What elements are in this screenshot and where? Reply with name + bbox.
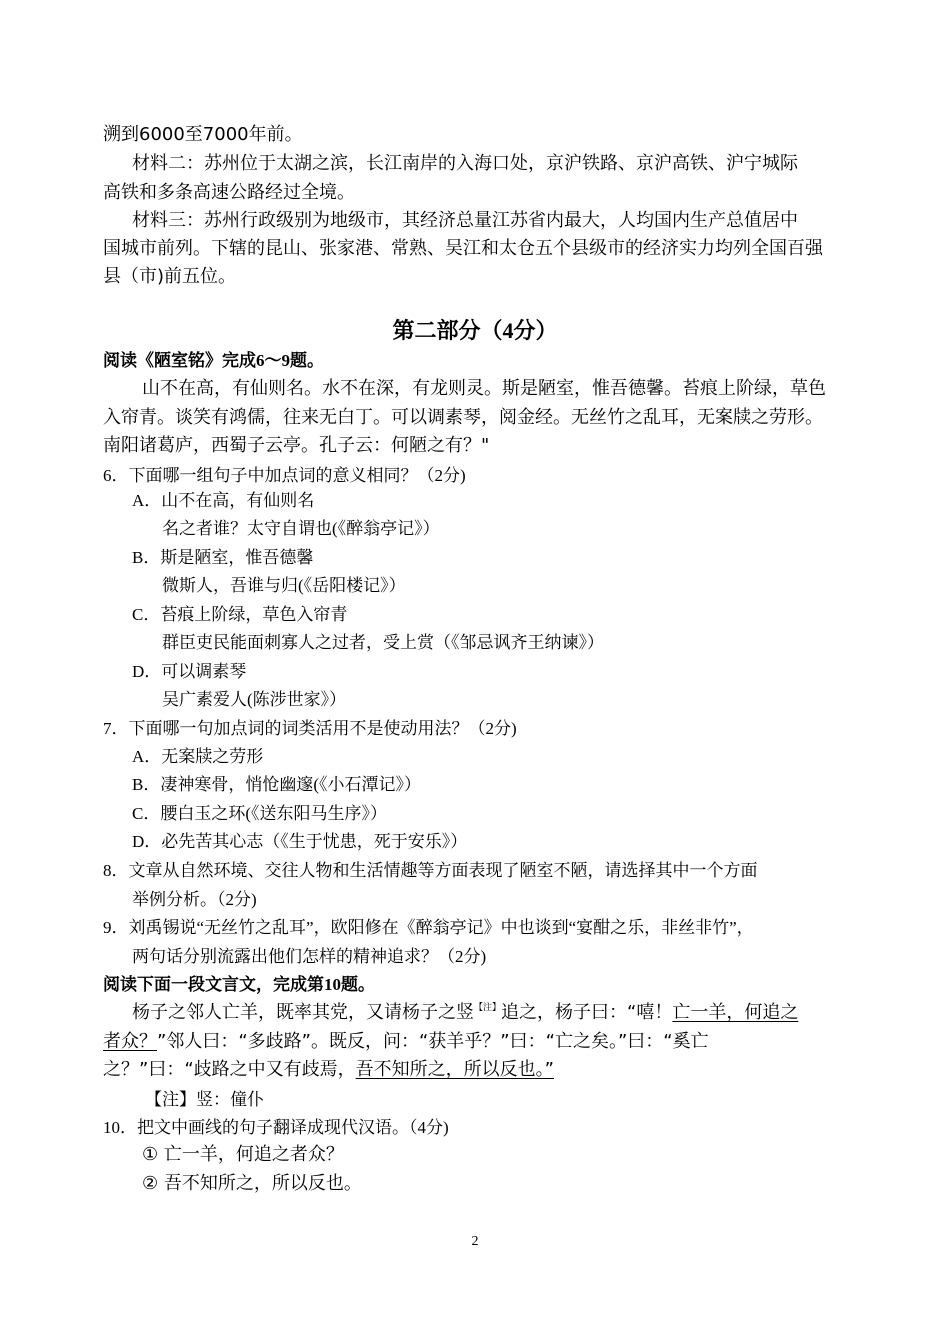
q6-option-d: D．可以调素琴	[132, 662, 247, 681]
q6-option-d-compare: 吴广素爱人(陈涉世家》）	[162, 690, 347, 709]
q6-option-a-compare: 名之者谁？太守自谓也(《醉翁亭记》）	[162, 519, 440, 538]
q6-option-b: B．斯是陋室，惟吾德馨	[132, 548, 314, 567]
q7-option-c: C．腰白玉之环(《送东阳马生序》）	[132, 804, 387, 823]
reading-instruction-2: 阅读下面一段文言文，完成第10题。	[103, 975, 375, 994]
passage-2-text: 杨子之邻人亡羊，既率其党，又请杨子之竖	[132, 1002, 474, 1023]
passage-1-line-1: 山不在高，有仙则名。水不在深，有龙则灵。斯是陋室，惟吾德馨。苔痕上阶绿，草色	[142, 378, 826, 399]
q7-option-d: D．必先苦其心志（《生于忧患，死于安乐》）	[132, 832, 468, 851]
question-7-stem: 7．下面哪一句加点词的词类活用不是使动用法？（2分)	[103, 719, 517, 738]
q6-option-b-compare: 微斯人，吾谁与归(《岳阳楼记》）	[162, 576, 406, 595]
passage-2-text: ”邻人曰：“多歧路”。既反，问：“获羊乎？”曰：“亡之矣。”曰：“奚亡	[157, 1031, 709, 1052]
material-2-line-2: 高铁和多条高速公路经过全境。	[103, 182, 355, 203]
question-10-stem: 10．把文中画线的句子翻译成现代汉语。（4分)	[103, 1118, 449, 1137]
material-3-line-2: 国城市前列。下辖的昆山、张家港、常熟、吴江和太仓五个县级市的经济实力均列全国百强	[103, 238, 823, 259]
q10-item-2: ② 吾不知所之，所以反也。	[142, 1173, 362, 1194]
reading-instruction-1: 阅读《陋室铭》完成6～9题。	[103, 351, 324, 370]
page-number: 2	[471, 1234, 479, 1249]
underlined-sentence-2: 吾不知所之，所以反也。”	[355, 1059, 554, 1080]
question-9-line-1: 9．刘禹锡说“无丝竹之乱耳”，欧阳修在《醉翁亭记》中也谈到“宴酣之乐，非丝非竹”，	[103, 918, 754, 937]
passage-2-line-2	[103, 1027, 709, 1053]
passage-2-text: 之？”曰：“歧路之中又有歧焉，	[103, 1059, 356, 1080]
note-marker: 【注】	[474, 1003, 502, 1013]
passage-1-line-3: 南阳诸葛庐，西蜀子云亭。孔子云：何陋之有？"	[103, 435, 490, 456]
question-6-stem: 6．下面哪一组句子中加点词的意义相同？（2分)	[103, 466, 466, 485]
q6-option-a: A．山不在高，有仙则名	[132, 491, 315, 510]
q10-item-1: ① 亡一羊，何追之者众？	[142, 1144, 344, 1165]
passage-2-text: 追之，杨子曰：“嘻！	[501, 1002, 673, 1023]
material-tail: 溯到6000至7000年前。	[103, 124, 303, 145]
q7-option-a: A．无案牍之劳形	[132, 747, 264, 766]
q7-option-b: B．凄神寒骨，悄怆幽邃(《小石潭记》）	[132, 775, 421, 794]
q6-option-c: C．苔痕上阶绿，草色入帘青	[132, 605, 348, 624]
passage-2-line-1	[132, 998, 798, 1024]
section-title: 第二部分（4分）	[392, 318, 558, 343]
material-2-line-1: 材料二：苏州位于太湖之滨，长江南岸的入海口处，京沪铁路、京沪高铁、沪宁城际	[132, 153, 798, 174]
question-8-line-2: 举例分析。（2分)	[132, 890, 257, 909]
passage-1-line-2: 入帘青。谈笑有鸿儒，往来无白丁。可以调素琴，阅金经。无丝竹之乱耳，无案牍之劳形。	[103, 407, 823, 428]
material-3-line-3: 县（市)前五位。	[103, 266, 237, 287]
passage-2-line-3	[103, 1055, 554, 1081]
annotation-note: 【注】竖：僮仆	[145, 1090, 264, 1109]
material-3-line-1: 材料三：苏州行政级别为地级市，其经济总量江苏省内最大，人均国内生产总值居中	[132, 210, 798, 231]
underlined-sentence-1: 亡一羊，何追之	[672, 1002, 799, 1023]
q6-option-c-compare: 群臣吏民能面刺寡人之过者，受上赏（《邹忌讽齐王纳谏》）	[162, 633, 604, 652]
question-9-line-2: 两句话分别流露出他们怎样的精神追求？（2分)	[132, 947, 487, 966]
question-8-line-1: 8．文章从自然环境、交往人物和生活情趣等方面表现了陋室不陋，请选择其中一个方面	[103, 861, 758, 880]
underlined-sentence-1-end: 者众？	[103, 1031, 157, 1052]
